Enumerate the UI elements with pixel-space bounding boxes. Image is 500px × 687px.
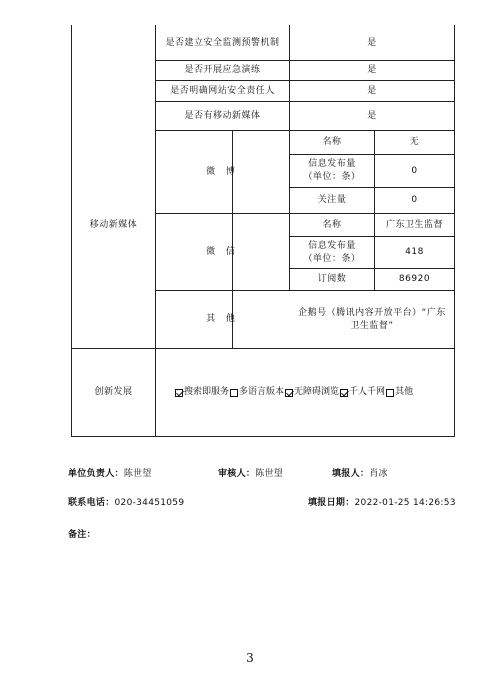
weibo-name-value: 无: [409, 137, 420, 147]
drill-label: 是否开展应急演练: [184, 65, 261, 75]
weixin-sub-value: 86920: [398, 274, 431, 284]
personalized-checkbox[interactable]: [340, 389, 348, 397]
weixin-info-label: 信息发布量（单位：条）: [303, 240, 361, 264]
drill-value: 是: [367, 65, 377, 75]
filler: 填报人：肖冰: [332, 469, 388, 479]
page-number: 3: [246, 651, 254, 665]
has-mobile-value: 是: [367, 110, 377, 121]
contact-phone: 联系电话：020-34451059: [68, 498, 185, 508]
weixin-info-value: 418: [405, 247, 424, 257]
fill-date: 填报日期：2022-01-25 14:26:53: [308, 498, 456, 508]
weixin-name-label: 名称: [322, 219, 342, 230]
remarks: 备注：: [68, 530, 96, 540]
multilingual-checkbox[interactable]: [230, 389, 238, 397]
accessibility-label: 无障碍浏览: [294, 387, 340, 397]
unit-head: 单位负责人：陈世望: [68, 469, 152, 479]
weibo-follow-label: 关注量: [317, 195, 347, 205]
other-option-label: 其他: [395, 387, 414, 397]
weixin-label: 微 信: [206, 246, 239, 257]
weibo-label: 微 博: [206, 166, 239, 177]
weixin-name-value: 广东卫生监督: [385, 219, 443, 230]
personalized-label: 千人千网: [349, 387, 386, 397]
weibo-follow-value: 0: [411, 195, 418, 205]
search-service-checkbox[interactable]: [175, 389, 183, 397]
security-owner-label: 是否明确网站安全责任人: [170, 85, 275, 96]
other-checkbox[interactable]: [386, 389, 394, 397]
innovation-options: [156, 349, 454, 436]
multilingual-label: 多语言版本: [239, 387, 285, 397]
weibo-name-label: 名称: [322, 137, 342, 147]
security-owner-value: 是: [367, 85, 377, 96]
reviewer: 审核人：陈世望: [218, 469, 284, 479]
other-value: 企鹅号（腾讯内容开放平台）“广东卫生监督”: [298, 307, 446, 331]
weibo-info-label: 信息发布量（单位：条）: [303, 159, 361, 182]
weibo-info-value: 0: [411, 165, 418, 176]
innovation-label: 创新发展: [94, 387, 133, 397]
monitoring-label: 是否建立安全监测预警机制: [165, 37, 280, 48]
mobile-media-section-label: 移动新媒体: [89, 219, 138, 230]
weixin-sub-label: 订阅数: [317, 274, 347, 284]
has-mobile-label: 是否有移动新媒体: [184, 110, 261, 121]
other-label: 其 他: [206, 314, 239, 324]
search-service-label: 搜索即服务: [184, 387, 230, 397]
monitoring-value: 是: [367, 37, 377, 48]
accessibility-checkbox[interactable]: [285, 389, 293, 397]
